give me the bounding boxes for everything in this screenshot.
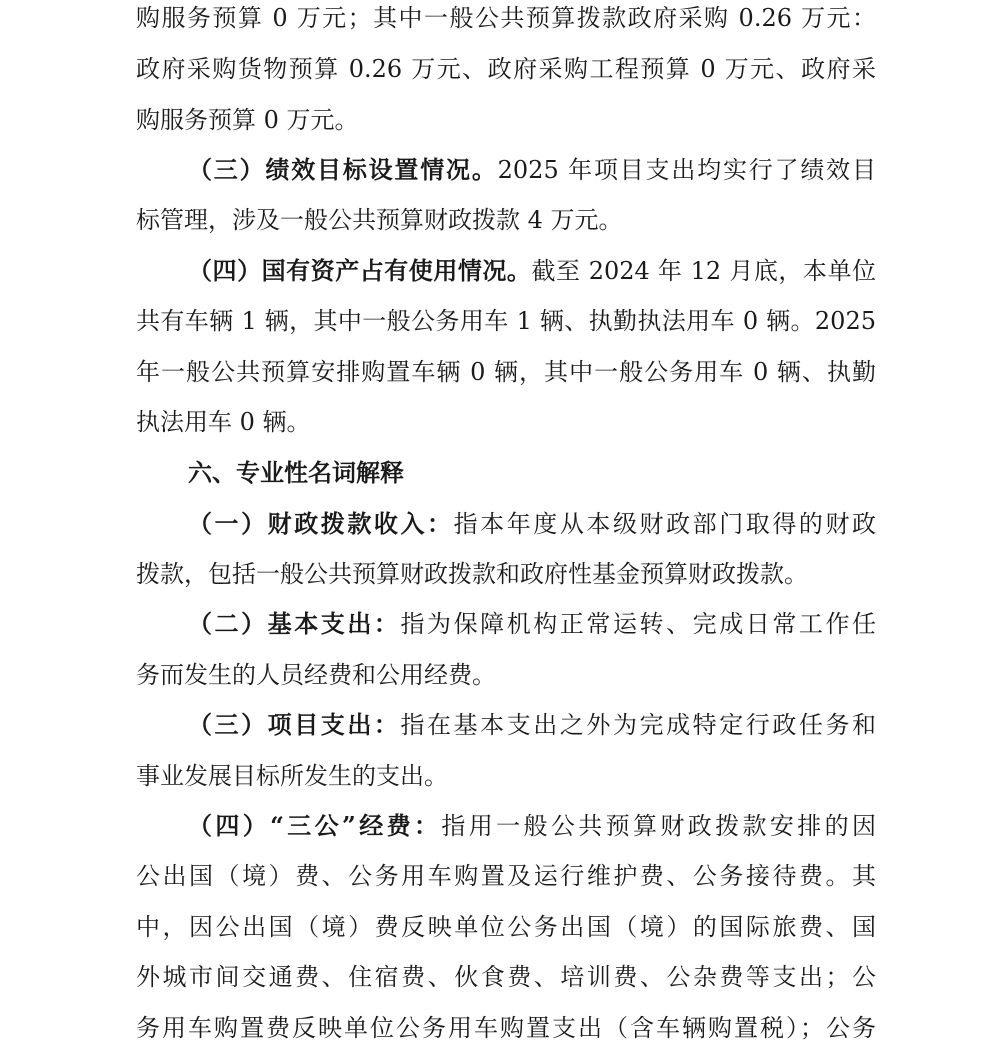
section-heading [188,456,876,490]
term: （一）财政拨款收入： [188,509,454,538]
body-line [136,203,876,237]
definition-fiscal-appropriation [188,507,876,541]
line-text: 中，因公出国（境）费反映单位公务出国（境）的国际旅费、国 [136,913,876,941]
line-text: 外城市间交通费、住宿费、伙食费、培训费、公杂费等支出；公 [136,963,876,991]
line-text: 购服务预算 0 万元；其中一般公共预算拨款政府采购 0.26 万元： [136,4,876,32]
line-text: 指用一般公共预算财政拨款安排的因 [441,812,877,840]
body-line [136,103,876,137]
body-line [136,1,876,35]
term: （三）项目支出： [188,710,401,739]
body-line [136,52,876,86]
line-text: 指为保障机构正常运转、完成日常工作任 [400,610,877,638]
body-line [136,1011,876,1043]
line-text: 2025 年项目支出均实行了绩效目 [497,156,876,184]
line-text: 标管理，涉及一般公共预算财政拨款 4 万元。 [136,206,623,234]
line-text: 截至 2024 年 12 月底，本单位 [531,257,876,285]
body-line [136,960,876,994]
body-line [136,304,876,338]
definition-three-public-expenses [188,809,876,843]
body-line [136,910,876,944]
line-text: 年一般公共预算安排购置车辆 0 辆，其中一般公务用车 0 辆、执勤 [136,358,876,386]
paragraph-performance-goals [188,153,876,187]
line-text: 购服务预算 0 万元。 [136,106,359,134]
line-text: 务而发生的人员经费和公用经费。 [136,661,496,689]
paragraph-state-assets [188,254,876,288]
term: （四）“三公”经费： [188,811,442,840]
line-text: 指本年度从本级财政部门取得的财政 [453,510,877,538]
body-line [136,759,876,793]
line-text: 指在基本支出之外为完成特定行政任务和 [400,711,877,739]
body-line [136,405,876,439]
body-line [136,355,876,389]
line-text: 执法用车 0 辆。 [136,408,311,436]
definition-basic-expenditure [188,607,876,641]
term: （二）基本支出： [188,609,401,638]
section-heading-text: 六、专业性名词解释 [188,459,404,487]
line-text: 务用车购置费反映单位公务用车购置支出（含车辆购置税）；公务 [136,1014,876,1042]
line-text: 事业发展目标所发生的支出。 [136,762,448,790]
section-subheading: （四）国有资产占有使用情况。 [188,256,532,285]
body-line [136,658,876,692]
body-line [136,859,876,893]
line-text: 共有车辆 1 辆，其中一般公务用车 1 辆、执勤执法用车 0 辆。2025 [136,307,876,335]
body-line [136,557,876,591]
line-text: 公出国（境）费、公务用车购置及运行维护费、公务接待费。其 [136,862,876,890]
line-text: 拨款，包括一般公共预算财政拨款和政府性基金预算财政拨款。 [136,560,808,588]
definition-project-expenditure [188,708,876,742]
line-text: 政府采购货物预算 0.26 万元、政府采购工程预算 0 万元、政府采 [136,55,876,83]
section-subheading: （三）绩效目标设置情况。 [188,155,498,184]
